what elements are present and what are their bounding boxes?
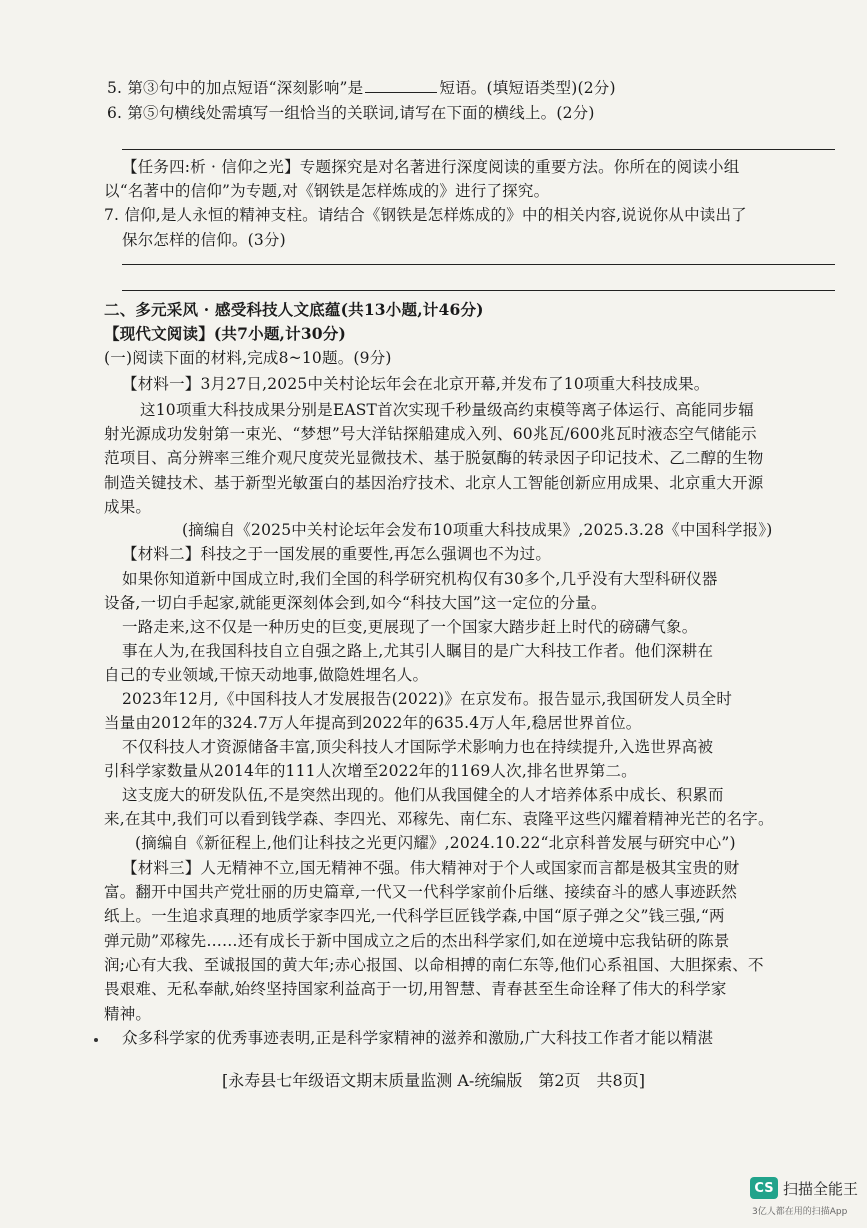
page-footer: [永寿县七年级语文期末质量监测 A-统编版 第2页 共8页] (222, 1071, 645, 1090)
material-2-line: 如果你知道新中国成立时,我们全国的科学研究机构仅有30多个,几乎没有大型科研仪器 (122, 570, 718, 588)
material-2-line: 【材料二】科技之于一国发展的重要性,再怎么强调也不为过。 (122, 545, 552, 563)
material-3-line: 精神。 (104, 1005, 152, 1023)
question-6: 6. 第⑤句横线处需填写一组恰当的关联词,请写在下面的横线上。(2分) (107, 104, 595, 122)
scanner-watermark (750, 1177, 858, 1199)
question-7-line-2: 保尔怎样的信仰。(3分) (122, 231, 286, 249)
material-1-intro: 【材料一】3月27日,2025中关村论坛年会在北京开幕,并发布了10项重大科技成果。 (122, 375, 710, 393)
answer-line (122, 290, 835, 291)
section-title: 二、多元采风 · 感受科技人文底蕴(共13小题,计46分) (104, 300, 484, 319)
material-2-line: 2023年12月,《中国科技人才发展报告(2022)》在京发布。报告显示,我国研发人员全时 (122, 690, 733, 708)
material-3-line: 润;心有大我、至诚报国的黄大年;赤心报国、以命相搏的南仁东等,他们心系祖国、大胆探索、不 (104, 956, 764, 974)
answer-line (122, 264, 835, 265)
material-2-source: (摘编自《新征程上,他们让科技之光更闪耀》,2024.10.22“北京科普发展与研究中心”) (135, 834, 736, 852)
material-3-line: 富。翻开中国共产党壮丽的历史篇章,一代又一代科学家前仆后继、接续奋斗的感人事迹跃然 (104, 883, 738, 901)
material-2-line: 自己的专业领域,干惊天动地事,做隐姓埋名人。 (104, 666, 429, 684)
question-5-suffix: 短语。(填短语类型)(2分) (439, 79, 616, 97)
scanner-tagline: 3亿人都在用的扫描App (752, 1207, 848, 1217)
section-subtitle: 【现代文阅读】(共7小题,计30分) (104, 324, 347, 343)
stray-mark (94, 1038, 98, 1042)
camscanner-logo-icon: CS (750, 1177, 778, 1199)
material-3-line: 弹元勋”邓稼先……还有成长于新中国成立之后的杰出科学家们,如在逆境中忘我钻研的陈景 (104, 932, 730, 950)
question-5-prefix: 5. 第③句中的加点短语“深刻影响”是 (107, 79, 364, 97)
scanner-app-name: 扫描全能王 (783, 1179, 859, 1198)
material-3-line: 众多科学家的优秀事迹表明,正是科学家精神的滋养和激励,广大科技工作者才能以精湛 (122, 1029, 714, 1047)
material-3-line: 畏艰难、无私奉献,始终坚持国家利益高于一切,用智慧、青春甚至生命诠释了伟大的科学家 (104, 980, 727, 998)
task-4-line-1: 【任务四:析 · 信仰之光】专题探究是对名著进行深度阅读的重要方法。你所在的阅读小组 (122, 158, 740, 176)
material-2-line: 一路走来,这不仅是一种历史的巨变,更展现了一个国家大踏步赶上时代的磅礴气象。 (122, 618, 698, 636)
material-1-line: 成果。 (104, 498, 152, 516)
answer-blank (365, 78, 437, 93)
material-1-line: 范项目、高分辨率三维介观尺度荧光显微技术、基于脱氨酶的转录因子印记技术、乙二醇的生物 (104, 449, 764, 467)
material-2-line: 不仅科技人才资源储备丰富,顶尖科技人才国际学术影响力也在持续提升,入选世界高被 (122, 738, 714, 756)
question-5 (107, 78, 616, 98)
material-2-line: 来,在其中,我们可以看到钱学森、李四光、邓稼先、南仁东、袁隆平这些闪耀着精神光芒的名字。 (104, 810, 774, 828)
task-4-line-2: 以“名著中的信仰”为专题,对《钢铁是怎样炼成的》进行了探究。 (104, 182, 550, 200)
question-7-line-1: 7. 信仰,是人永恒的精神支柱。请结合《钢铁是怎样炼成的》中的相关内容,说说你从中读出了 (104, 206, 747, 224)
part-heading: (一)阅读下面的材料,完成8~10题。(9分) (104, 349, 392, 367)
material-2-line: 设备,一切白手起家,就能更深刻体会到,如今“科技大国”这一定位的分量。 (104, 594, 607, 612)
material-3-line: 【材料三】人无精神不立,国无精神不强。伟大精神对于个人或国家而言都是极其宝贵的财 (122, 859, 740, 877)
material-2-line: 这支庞大的研发队伍,不是突然出现的。他们从我国健全的人才培养体系中成长、积累而 (122, 786, 724, 804)
material-1-line: 这10项重大科技成果分别是EAST首次实现千秒量级高约束模等离子体运行、高能同步辐 (140, 401, 754, 419)
material-2-line: 当量由2012年的324.7万人年提高到2022年的635.4万人年,稳居世界首位。 (104, 714, 642, 732)
answer-line (122, 149, 835, 150)
material-1-line: 制造关键技术、基于新型光敏蛋白的基因治疗技术、北京人工智能创新应用成果、北京重大开源 (104, 474, 764, 492)
material-1-line: 射光源成功发射第一束光、“梦想”号大洋钻探船建成入列、60兆瓦/600兆瓦时液态空气储能示 (104, 425, 757, 443)
material-2-line: 引科学家数量从2014年的111人次增至2022年的1169人次,排名世界第二。 (104, 762, 637, 780)
material-3-line: 纸上。一生追求真理的地质学家李四光,一代科学巨匠钱学森,中国“原子弹之父”钱三强,“两 (104, 907, 725, 925)
material-2-line: 事在人为,在我国科技自立自强之路上,尤其引人瞩目的是广大科技工作者。他们深耕在 (122, 642, 714, 660)
material-1-source: (摘编自《2025中关村论坛年会发布10项重大科技成果》,2025.3.28《中国科学报》) (182, 521, 773, 539)
